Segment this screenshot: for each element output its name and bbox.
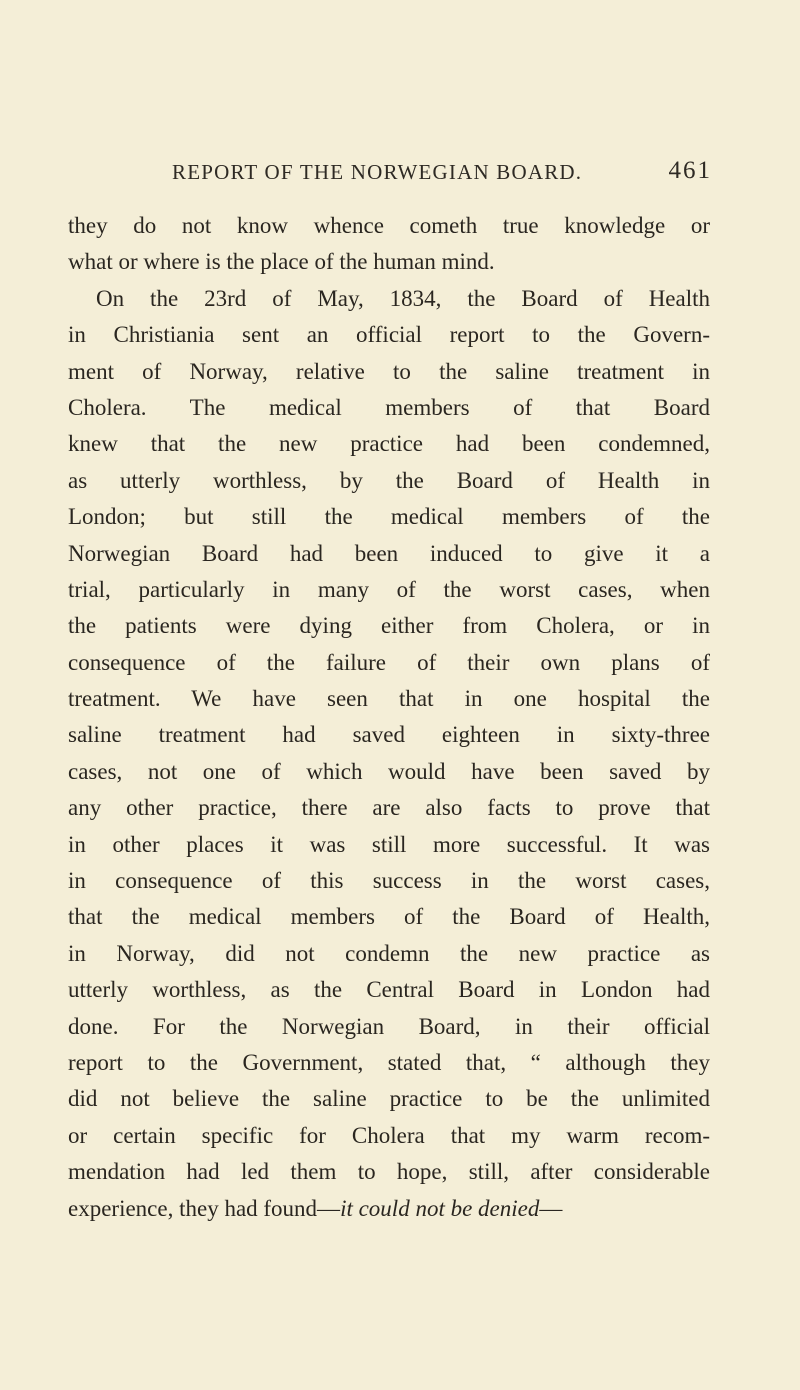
running-head bbox=[172, 157, 712, 190]
text-line: in other places it was still more successful. It was bbox=[68, 831, 710, 857]
page-number: 461 bbox=[668, 157, 712, 184]
text-line: done. For the Norwegian Board, in their official bbox=[68, 1013, 710, 1039]
text-line: Norwegian Board had been induced to give it a bbox=[68, 540, 710, 566]
text-line: report to the Government, stated that, “ although they bbox=[68, 1049, 710, 1075]
text-line: as utterly worthless, by the Board of Health in bbox=[68, 467, 710, 493]
running-head-title: REPORT OF THE NORWEGIAN BOARD. bbox=[172, 160, 583, 184]
text-line: they do not know whence cometh true knowledge or bbox=[68, 213, 710, 238]
text-line: cases, not one of which would have been saved by bbox=[68, 758, 710, 784]
text-line: knew that the new practice had been condemned, bbox=[68, 431, 710, 457]
final-line-end: — bbox=[539, 1195, 563, 1221]
text-line: in consequence of this success in the worst cases, bbox=[68, 868, 710, 894]
final-line-start: experience, they had found— bbox=[68, 1195, 341, 1221]
text-line: mendation had led them to hope, still, after considerable bbox=[68, 1159, 710, 1185]
text-line: On the 23rd of May, 1834, the Board of Health bbox=[96, 285, 710, 311]
text-line: Cholera. The medical members of that Board bbox=[68, 394, 710, 420]
final-line-italic: it could not be denied bbox=[340, 1195, 540, 1221]
text-line: trial, particularly in many of the worst cases, when bbox=[68, 576, 710, 602]
body-text bbox=[68, 208, 710, 1227]
text-line: what or where is the place of the human mind. bbox=[68, 249, 495, 275]
text-line: did not believe the saline practice to be the unlimited bbox=[68, 1086, 710, 1112]
text-line: saline treatment had saved eighteen in sixty-three bbox=[68, 722, 710, 748]
text-line: in Christiania sent an official report to the Govern- bbox=[68, 322, 710, 348]
text-line: the patients were dying either from Cholera, or in bbox=[68, 613, 710, 639]
text-line: or certain specific for Cholera that my warm recom- bbox=[68, 1122, 710, 1148]
text-line: treatment. We have seen that in one hospital the bbox=[68, 686, 710, 712]
text-line: any other practice, there are also facts to prove that bbox=[68, 795, 710, 821]
text-line: in Norway, did not condemn the new practice as bbox=[68, 940, 710, 966]
text-line: London; but still the medical members of the bbox=[68, 504, 710, 530]
text-line: ment of Norway, relative to the saline treatment in bbox=[68, 358, 710, 384]
text-line: that the medical members of the Board of Health, bbox=[68, 904, 710, 930]
text-line: consequence of the failure of their own plans of bbox=[68, 649, 710, 675]
text-line: utterly worthless, as the Central Board in London had bbox=[68, 977, 710, 1003]
text-line-final bbox=[68, 1191, 710, 1227]
